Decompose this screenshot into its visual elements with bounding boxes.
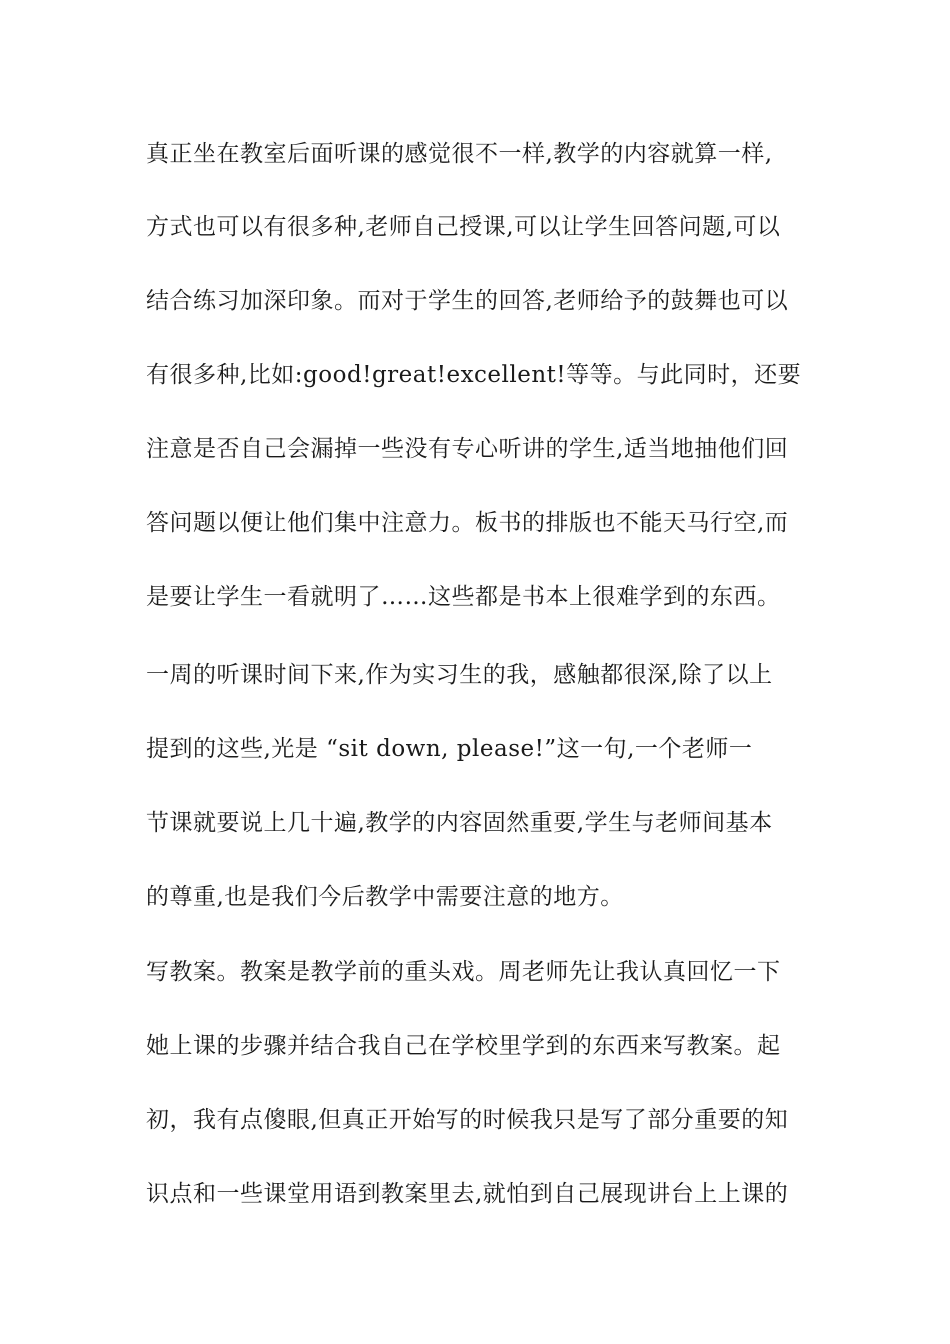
text-line: 真正坐在教室后面听课的感觉很不一样,教学的内容就算一样, [146,141,773,167]
text-line: 方式也可以有很多种,老师自己授课,可以让学生回答问题,可以 [146,214,781,240]
text-line: 注意是否自己会漏掉一些没有专心听讲的学生,适当地抽他们回 [146,436,789,462]
text-line: 一周的听课时间下来,作为实习生的我，感触都很深,除了以上 [146,662,773,688]
text-line: 写教案。教案是教学前的重头戏。周老师先让我认真回忆一下 [146,959,781,985]
text-line: 结合练习加深印象。而对于学生的回答,老师给予的鼓舞也可以 [146,288,789,314]
text-line: 节课就要说上几十遍,教学的内容固然重要,学生与老师间基本 [146,810,773,836]
text-line: 她上课的步骤并结合我自己在学校里学到的东西来写教案。起 [146,1033,781,1059]
text-line: 有很多种,比如:good!great!excellent!等等。与此同时，还要 [146,362,802,388]
text-line: 初，我有点傻眼,但真正开始写的时候我只是写了部分重要的知 [146,1107,789,1133]
text-line: 答问题以便让他们集中注意力。板书的排版也不能天马行空,而 [146,510,789,536]
text-line: 提到的这些,光是 “sit down, please!”这一句,一个老师一 [146,736,753,762]
text-line: 的尊重,也是我们今后教学中需要注意的地方。 [146,884,624,910]
text-line: 识点和一些课堂用语到教案里去,就怕到自己展现讲台上上课的 [146,1181,789,1207]
text-line: 是要让学生一看就明了……这些都是书本上很难学到的东西。 [146,584,781,610]
